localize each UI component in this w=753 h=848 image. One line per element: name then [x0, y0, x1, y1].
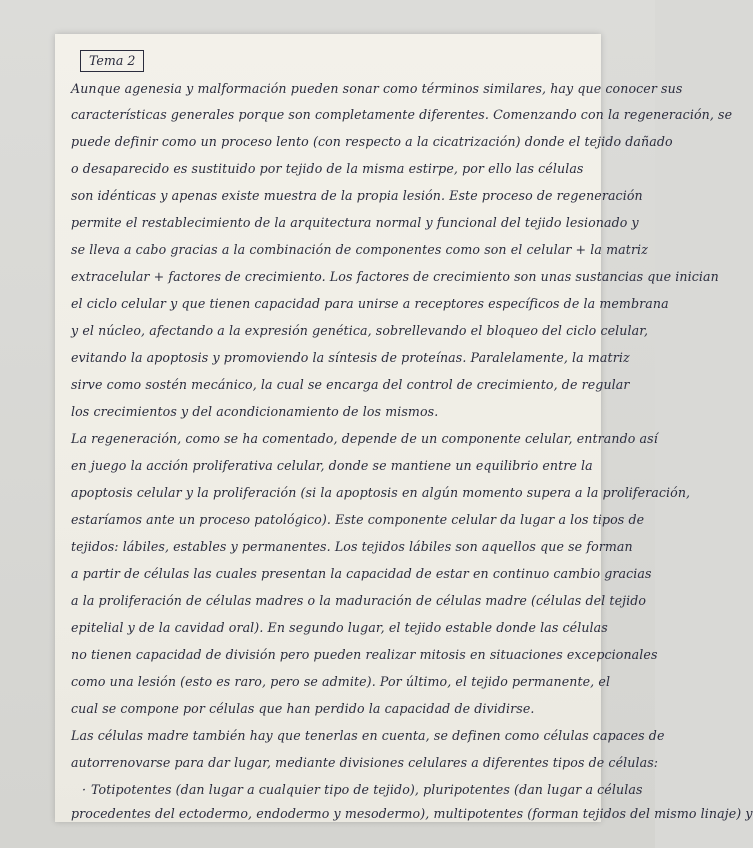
list-item — [77, 782, 643, 797]
text-line: La regeneración, como se ha comentado, depende de un componente celular, entrando así — [71, 431, 658, 446]
text-line: evitando la apoptosis y promoviendo la síntesis de proteínas. Paralelamente, la matriz — [71, 350, 630, 365]
text-line: Las células madre también hay que tenerlas en cuenta, se definen como células capaces de — [71, 728, 665, 743]
text-line: cual se compone por células que han perdido la capacidad de dividirse. — [71, 701, 535, 716]
handwritten-page — [55, 34, 753, 822]
text-line: como una lesión (esto es raro, pero se admite). Por último, el tejido permanente, el — [71, 674, 611, 689]
text-line: autorrenovarse para dar lugar, mediante divisiones celulares a diferentes tipos de células: — [71, 755, 659, 770]
text-line: el ciclo celular y que tienen capacidad para unirse a receptores específicos de la membrana — [71, 296, 669, 311]
text-line: apoptosis celular y la proliferación (si la apoptosis en algún momento supera a la proliferación, — [71, 485, 691, 500]
text-line: extracelular + factores de crecimiento. Los factores de crecimiento son unas sustancias que inician — [71, 269, 719, 284]
text-line: características generales porque son completamente diferentes. Comenzando con la regeneración, se — [71, 107, 733, 122]
text-line: y el núcleo, afectando a la expresión genética, sobrellevando el bloqueo del ciclo celular, — [71, 323, 649, 338]
bullet-icon: · — [81, 782, 87, 797]
text-line: sirve como sostén mecánico, la cual se encarga del control de crecimiento, de regular — [71, 377, 630, 392]
text-line: a partir de células las cuales presentan la capacidad de estar en continuo cambio gracias — [71, 566, 652, 581]
text-line: en juego la acción proliferativa celular, donde se mantiene un equilibrio entre la — [71, 458, 593, 473]
text-line: se lleva a cabo gracias a la combinación de componentes como son el celular + la matriz — [71, 242, 648, 257]
text-line: los crecimientos y del acondicionamiento de los mismos. — [71, 404, 439, 419]
text-line: son idénticas y apenas existe muestra de la propia lesión. Este proceso de regeneración — [71, 188, 643, 203]
text-line: epitelial y de la cavidad oral). En segundo lugar, el tejido estable donde las células — [71, 620, 608, 635]
text-line: permite el restablecimiento de la arquitectura normal y funcional del tejido lesionado y — [71, 215, 639, 230]
text-line: Aunque agenesia y malformación pueden sonar como términos similares, hay que conocer sus — [71, 81, 683, 96]
text-line: tejidos: lábiles, estables y permanentes. Los tejidos lábiles son aquellos que se forman — [71, 539, 633, 554]
text-line: procedentes del ectodermo, endodermo y mesodermo), multipotentes (forman tejidos del mismo linaje) y — [71, 806, 753, 821]
text-line: estaríamos ante un proceso patológico). Este componente celular da lugar a los tipos de — [71, 512, 645, 527]
text-line: puede definir como un proceso lento (con respecto a la cicatrización) donde el tejido dañado — [71, 134, 673, 149]
page-title: Tema 2 — [80, 50, 144, 72]
list-item-text: Totipotentes (dan lugar a cualquier tipo de tejido), pluripotentes (dan lugar a células — [91, 782, 643, 797]
text-line: a la proliferación de células madres o la maduración de células madre (células del tejido — [71, 593, 647, 608]
text-line: o desaparecido es sustituido por tejido de la misma estirpe, por ello las células — [71, 161, 584, 176]
text-line: no tienen capacidad de división pero pueden realizar mitosis en situaciones excepcionales — [71, 647, 658, 662]
